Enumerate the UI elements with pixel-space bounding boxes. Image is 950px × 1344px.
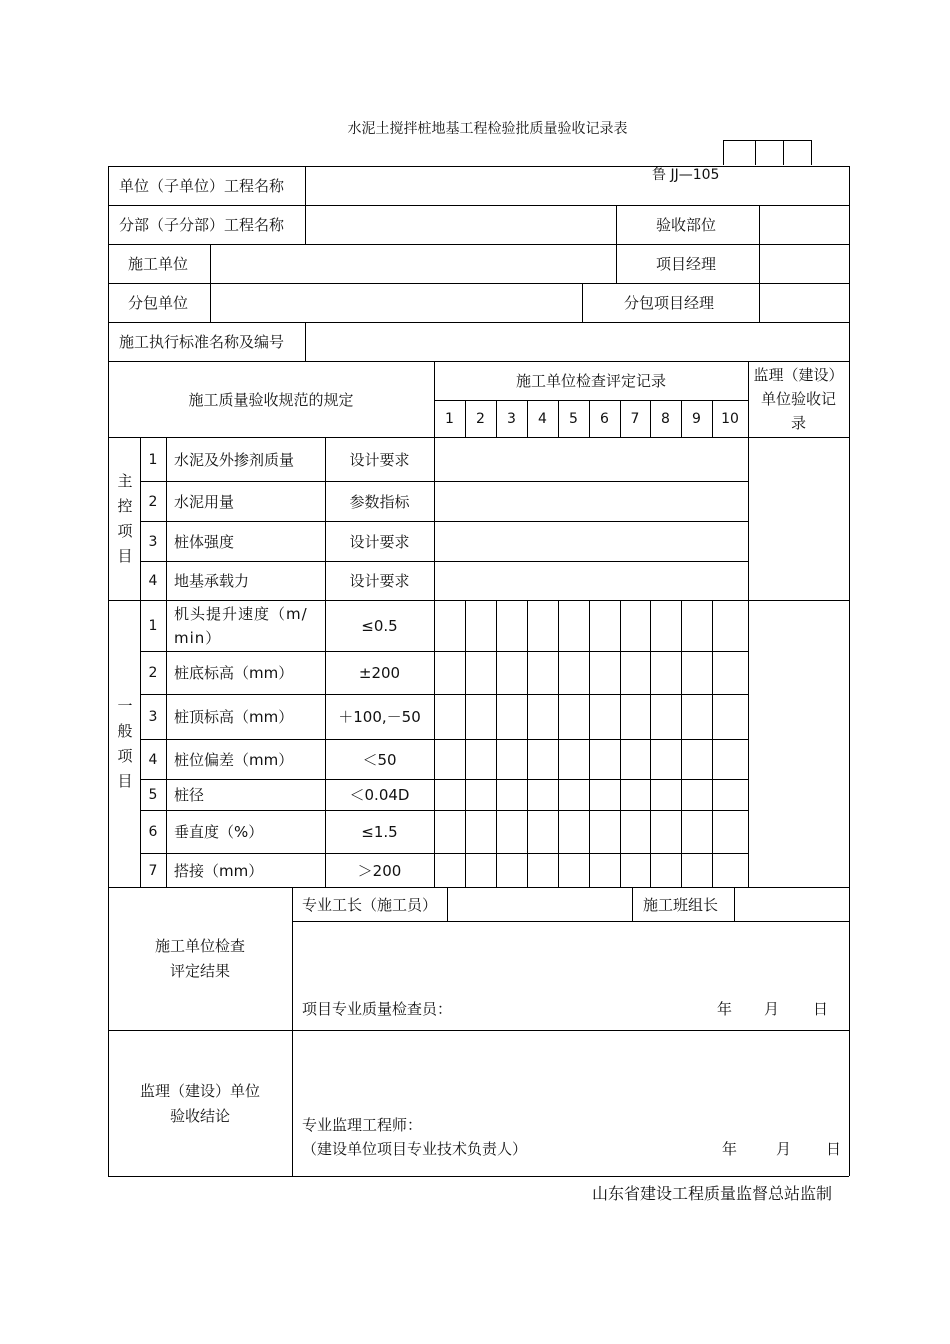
col-line: [558, 600, 559, 887]
row-line: [108, 361, 849, 362]
acceptance-part-label: 验收部位: [656, 216, 717, 234]
item-name: 水泥及外掺剂质量: [174, 451, 295, 469]
issuer-footer: 山东省建设工程质量监督总站监制: [592, 1184, 833, 1203]
item-number: 2: [148, 665, 158, 681]
column-number: 1: [445, 411, 454, 427]
col-line: [650, 600, 651, 887]
row-line: [434, 400, 748, 401]
check-record-label: 施工单位检查评定记录: [515, 372, 666, 390]
col-line: [748, 361, 749, 887]
col-line: [166, 437, 167, 887]
col-line: [210, 283, 211, 322]
item-number: 2: [148, 494, 158, 510]
sub-unit-label: 分部（子分部）工程名称: [119, 216, 285, 234]
date-year: 年: [722, 1140, 738, 1158]
col-line: [681, 600, 682, 887]
item-requirement: 设计要求: [349, 533, 410, 551]
date-day: 日: [813, 1000, 829, 1018]
col-line: [589, 600, 590, 887]
item-name: 桩位偏差（mm）: [174, 751, 294, 769]
row-line: [108, 600, 849, 601]
item-number: 5: [148, 787, 158, 803]
col-line: [305, 205, 306, 244]
column-number: 5: [569, 411, 578, 427]
item-name: 机头提升速度（m/: [174, 605, 308, 623]
item-name: 水泥用量: [174, 493, 235, 511]
standard-label: 施工执行标准名称及编号: [119, 333, 285, 351]
col-line: [616, 244, 617, 283]
item-name: 地基承载力: [174, 572, 250, 590]
row-line: [108, 437, 849, 438]
code-box: [723, 140, 812, 165]
project-manager-label: 项目经理: [656, 255, 717, 273]
row-line: [140, 853, 748, 854]
item-name: 桩径: [174, 786, 205, 804]
column-number: 4: [538, 411, 547, 427]
construction-result-label: 评定结果: [169, 962, 230, 980]
item-number: 7: [148, 863, 158, 879]
row-line: [108, 244, 849, 245]
subcontract-unit-label: 分包单位: [128, 294, 189, 312]
supervision-result-label: 验收结论: [169, 1107, 230, 1125]
date-year: 年: [717, 1000, 733, 1018]
item-requirement: ＜0.04D: [349, 786, 410, 804]
inspector-label: 项目专业质量检查员：: [302, 1000, 453, 1018]
row-line: [140, 521, 748, 522]
row-line: [108, 283, 849, 284]
column-number: 9: [692, 411, 701, 427]
supervision-engineer-label: 专业监理工程师：: [302, 1116, 423, 1134]
table-border-left: [108, 166, 109, 1176]
row-line: [108, 1030, 849, 1031]
row-line: [108, 205, 849, 206]
col-line: [496, 600, 497, 887]
row-line: [140, 779, 748, 780]
row-line: [140, 481, 748, 482]
general-items-label: 一 般 项 目: [117, 697, 133, 790]
supervision-record-label: 录: [790, 414, 806, 432]
owner-representative-label: （建设单位项目专业技术负责人）: [302, 1140, 528, 1158]
col-line: [210, 244, 211, 283]
row-line: [140, 739, 748, 740]
item-requirement: ±200: [358, 664, 401, 682]
col-line: [465, 600, 466, 887]
date-month: 月: [764, 1000, 780, 1018]
team-leader-label: 施工班组长: [643, 896, 719, 914]
col-line: [616, 205, 617, 244]
col-line: [305, 322, 306, 361]
table-border-top: [108, 166, 849, 167]
col-line: [527, 600, 528, 887]
column-number: 7: [630, 411, 640, 427]
row-line: [108, 322, 849, 323]
item-number: 1: [148, 452, 158, 468]
col-line: [582, 283, 583, 322]
form-code: 鲁 JJ—105: [652, 167, 720, 183]
item-name: 桩顶标高（mm）: [174, 708, 294, 726]
row-line: [108, 887, 849, 888]
item-requirement: 设计要求: [349, 572, 410, 590]
code-box-divider: [783, 140, 784, 165]
col-line: [759, 244, 760, 283]
item-number: 6: [148, 824, 158, 840]
column-number: 6: [600, 411, 609, 427]
item-requirement: ＞200: [357, 862, 402, 880]
spec-label: 施工质量验收规范的规定: [188, 391, 354, 409]
item-requirement: 参数指标: [349, 493, 410, 511]
col-line: [434, 361, 435, 887]
unit-name-label: 单位（子单位）工程名称: [119, 177, 285, 195]
foreman-label: 专业工长（施工员）: [302, 896, 438, 914]
col-line: [305, 166, 306, 205]
column-number: 8: [661, 411, 670, 427]
form-title: 水泥土搅拌桩地基工程检验批质量验收记录表: [347, 121, 628, 137]
col-line: [759, 205, 760, 244]
supervision-result-label: 监理（建设）单位: [139, 1082, 260, 1100]
item-requirement: ≤1.5: [361, 823, 398, 841]
code-box-divider: [755, 140, 756, 165]
col-line: [447, 887, 448, 921]
date-month: 月: [776, 1140, 792, 1158]
item-requirement: 设计要求: [349, 451, 410, 469]
col-line: [292, 887, 293, 1176]
item-number: 1: [148, 618, 158, 634]
row-line: [140, 651, 748, 652]
column-number: 3: [507, 411, 516, 427]
col-line: [620, 600, 621, 887]
item-name: min）: [174, 629, 222, 647]
item-number: 4: [148, 752, 158, 768]
row-line: [140, 810, 748, 811]
supervision-record-label: 监理（建设）: [753, 366, 844, 384]
item-requirement: ≤0.5: [361, 617, 398, 635]
col-line: [759, 283, 760, 322]
item-number: 3: [148, 709, 158, 725]
col-line: [712, 600, 713, 887]
col-line: [734, 887, 735, 921]
row-line: [292, 921, 849, 922]
table-border-right: [849, 166, 850, 1176]
subcontract-manager-label: 分包项目经理: [624, 294, 715, 312]
item-name: 搭接（mm）: [174, 862, 264, 880]
table-border-bottom: [108, 1176, 849, 1177]
item-requirement: ＋100,－50: [338, 708, 421, 726]
column-number: 2: [476, 411, 485, 427]
item-name: 垂直度（%）: [174, 823, 264, 841]
supervision-record-label: 单位验收记: [760, 390, 836, 408]
item-name: 桩底标高（mm）: [174, 664, 294, 682]
row-line: [140, 694, 748, 695]
item-name: 桩体强度: [174, 533, 235, 551]
col-line: [632, 887, 633, 921]
item-requirement: ＜50: [362, 751, 397, 769]
date-day: 日: [826, 1140, 842, 1158]
row-line: [140, 561, 748, 562]
item-number: 3: [148, 534, 158, 550]
construction-unit-label: 施工单位: [128, 255, 189, 273]
main-control-label: 主 控 项 目: [117, 472, 133, 565]
column-number: 10: [721, 411, 739, 427]
item-number: 4: [148, 573, 158, 589]
construction-result-label: 施工单位检查: [154, 937, 245, 955]
